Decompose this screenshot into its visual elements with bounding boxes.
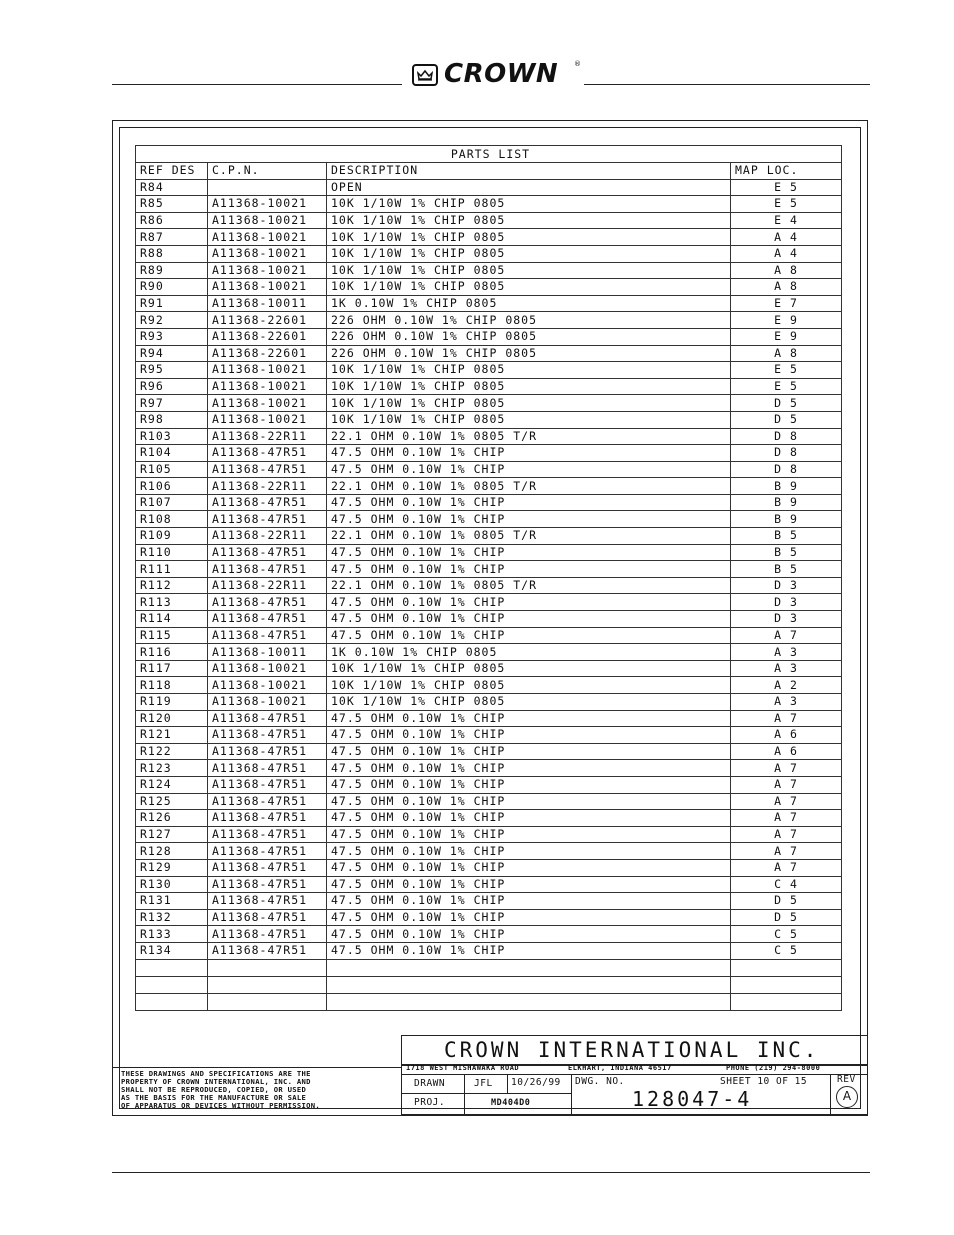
col-map-loc: MAP LOC. xyxy=(731,163,842,180)
cell-description: 47.5 OHM 0.10W 1% CHIP xyxy=(327,942,731,959)
sheet-number: SHEET 10 OF 15 xyxy=(720,1076,808,1087)
rev-label: REV xyxy=(837,1074,856,1085)
cell-ref-des: R93 xyxy=(136,328,208,345)
cell-description: 47.5 OHM 0.10W 1% CHIP xyxy=(327,826,731,843)
blank-cell xyxy=(208,959,327,976)
table-row xyxy=(136,727,842,744)
cell-description: 47.5 OHM 0.10W 1% CHIP xyxy=(327,876,731,893)
cell-description: 47.5 OHM 0.10W 1% CHIP xyxy=(327,511,731,528)
table-row xyxy=(136,810,842,827)
cell-map-loc: A 7 xyxy=(731,826,842,843)
cell-map-loc: D 5 xyxy=(731,411,842,428)
company-city: ELKHART, INDIANA 46517 xyxy=(568,1064,672,1072)
table-row xyxy=(136,245,842,262)
cell-cpn: A11368-47R51 xyxy=(208,926,327,943)
cell-map-loc: E 9 xyxy=(731,328,842,345)
header-rule-left xyxy=(112,84,402,85)
cell-description: 10K 1/10W 1% CHIP 0805 xyxy=(327,694,731,711)
cell-cpn: A11368-22R11 xyxy=(208,577,327,594)
cell-cpn: A11368-47R51 xyxy=(208,843,327,860)
cell-cpn: A11368-10021 xyxy=(208,196,327,213)
cell-map-loc: B 9 xyxy=(731,494,842,511)
cell-map-loc: A 6 xyxy=(731,727,842,744)
blank-cell xyxy=(136,959,208,976)
cell-description: 47.5 OHM 0.10W 1% CHIP xyxy=(327,544,731,561)
cell-description: 10K 1/10W 1% CHIP 0805 xyxy=(327,660,731,677)
cell-description: 22.1 OHM 0.10W 1% 0805 T/R xyxy=(327,577,731,594)
dwg-no-label: DWG. NO. xyxy=(575,1076,625,1087)
header-rule-right xyxy=(584,84,870,85)
blank-cell xyxy=(136,993,208,1010)
table-row xyxy=(136,826,842,843)
cell-map-loc: E 7 xyxy=(731,295,842,312)
cell-description: 10K 1/10W 1% CHIP 0805 xyxy=(327,212,731,229)
cell-map-loc: D 5 xyxy=(731,395,842,412)
cell-ref-des: R113 xyxy=(136,594,208,611)
blank-cell xyxy=(731,976,842,993)
cell-ref-des: R98 xyxy=(136,411,208,428)
cell-cpn: A11368-47R51 xyxy=(208,594,327,611)
table-row xyxy=(136,611,842,628)
cell-description: 226 OHM 0.10W 1% CHIP 0805 xyxy=(327,328,731,345)
table-row xyxy=(136,312,842,329)
table-row xyxy=(136,528,842,545)
blank-cell xyxy=(327,976,731,993)
tb-divider xyxy=(401,1074,868,1075)
cell-ref-des: R125 xyxy=(136,793,208,810)
cell-ref-des: R108 xyxy=(136,511,208,528)
cell-description: 47.5 OHM 0.10W 1% CHIP xyxy=(327,494,731,511)
cell-description: 22.1 OHM 0.10W 1% 0805 T/R xyxy=(327,478,731,495)
cell-cpn: A11368-22R11 xyxy=(208,428,327,445)
blank-cell xyxy=(327,959,731,976)
blank-cell xyxy=(731,959,842,976)
cell-map-loc: E 5 xyxy=(731,196,842,213)
cell-description: 10K 1/10W 1% CHIP 0805 xyxy=(327,378,731,395)
cell-ref-des: R118 xyxy=(136,677,208,694)
cell-ref-des: R112 xyxy=(136,577,208,594)
blank-row xyxy=(136,959,842,976)
cell-map-loc: E 5 xyxy=(731,179,842,196)
cell-description: OPEN xyxy=(327,179,731,196)
cell-cpn: A11368-10021 xyxy=(208,677,327,694)
table-row xyxy=(136,229,842,246)
cell-description: 1K 0.10W 1% CHIP 0805 xyxy=(327,644,731,661)
cell-ref-des: R88 xyxy=(136,245,208,262)
cell-ref-des: R114 xyxy=(136,611,208,628)
col-cpn: C.P.N. xyxy=(208,163,327,180)
cell-ref-des: R87 xyxy=(136,229,208,246)
cell-cpn: A11368-47R51 xyxy=(208,942,327,959)
cell-map-loc: B 5 xyxy=(731,544,842,561)
parts-list-body xyxy=(136,179,842,1010)
table-row xyxy=(136,461,842,478)
company-name: CROWN INTERNATIONAL INC. xyxy=(444,1038,820,1062)
cell-description: 226 OHM 0.10W 1% CHIP 0805 xyxy=(327,312,731,329)
blank-row xyxy=(136,993,842,1010)
company-address: 1718 WEST MISHAWAKA ROAD xyxy=(406,1064,520,1072)
cell-map-loc: A 7 xyxy=(731,627,842,644)
cell-ref-des: R84 xyxy=(136,179,208,196)
cell-cpn: A11368-47R51 xyxy=(208,561,327,578)
cell-cpn: A11368-47R51 xyxy=(208,859,327,876)
table-row xyxy=(136,694,842,711)
cell-cpn: A11368-47R51 xyxy=(208,445,327,462)
table-row xyxy=(136,411,842,428)
cell-ref-des: R134 xyxy=(136,942,208,959)
cell-map-loc: C 5 xyxy=(731,942,842,959)
cell-ref-des: R119 xyxy=(136,694,208,711)
table-row xyxy=(136,445,842,462)
cell-ref-des: R133 xyxy=(136,926,208,943)
project-number: MD404D0 xyxy=(491,1098,531,1108)
cell-description: 47.5 OHM 0.10W 1% CHIP xyxy=(327,810,731,827)
cell-cpn: A11368-47R51 xyxy=(208,461,327,478)
cell-cpn: A11368-22601 xyxy=(208,328,327,345)
cell-ref-des: R132 xyxy=(136,909,208,926)
cell-map-loc: D 5 xyxy=(731,909,842,926)
table-row xyxy=(136,926,842,943)
cell-map-loc: E 5 xyxy=(731,362,842,379)
cell-ref-des: R107 xyxy=(136,494,208,511)
cell-cpn: A11368-47R51 xyxy=(208,893,327,910)
company-phone: PHONE (219) 294-8000 xyxy=(726,1064,821,1072)
table-row xyxy=(136,710,842,727)
cell-description: 47.5 OHM 0.10W 1% CHIP xyxy=(327,926,731,943)
table-row xyxy=(136,893,842,910)
cell-map-loc: A 6 xyxy=(731,743,842,760)
cell-description: 22.1 OHM 0.10W 1% 0805 T/R xyxy=(327,428,731,445)
table-row xyxy=(136,677,842,694)
cell-map-loc: D 8 xyxy=(731,445,842,462)
cell-map-loc: C 4 xyxy=(731,876,842,893)
table-row xyxy=(136,743,842,760)
cell-description: 47.5 OHM 0.10W 1% CHIP xyxy=(327,893,731,910)
cell-cpn: A11368-22601 xyxy=(208,312,327,329)
table-row xyxy=(136,876,842,893)
cell-ref-des: R110 xyxy=(136,544,208,561)
cell-ref-des: R97 xyxy=(136,395,208,412)
blank-cell xyxy=(208,993,327,1010)
cell-ref-des: R131 xyxy=(136,893,208,910)
cell-ref-des: R120 xyxy=(136,710,208,727)
tb-divider xyxy=(464,1074,465,1115)
proprietary-notice: THESE DRAWINGS AND SPECIFICATIONS ARE THE PROPERTY OF CROWN INTERNATIONAL, INC. AND SHALL NOT BE REPRODUCED, COPIED, OR USED AS THE BASIS FOR THE MANUFACTURE OR SALE OF APPARATUS OR DEVICES WITHOUT PERMISSION. xyxy=(121,1069,320,1110)
table-row xyxy=(136,859,842,876)
table-row xyxy=(136,494,842,511)
table-row xyxy=(136,843,842,860)
table-row xyxy=(136,594,842,611)
crown-icon xyxy=(412,64,438,86)
cell-cpn: A11368-10021 xyxy=(208,395,327,412)
cell-ref-des: R115 xyxy=(136,627,208,644)
cell-map-loc: A 2 xyxy=(731,677,842,694)
table-row xyxy=(136,345,842,362)
cell-map-loc: A 4 xyxy=(731,229,842,246)
cell-cpn: A11368-10021 xyxy=(208,694,327,711)
cell-map-loc: A 7 xyxy=(731,843,842,860)
cell-ref-des: R90 xyxy=(136,279,208,296)
table-row xyxy=(136,909,842,926)
cell-description: 22.1 OHM 0.10W 1% 0805 T/R xyxy=(327,528,731,545)
col-ref-des: REF DES xyxy=(136,163,208,180)
cell-cpn: A11368-10021 xyxy=(208,660,327,677)
cell-ref-des: R116 xyxy=(136,644,208,661)
table-row xyxy=(136,262,842,279)
column-headers xyxy=(136,163,842,180)
cell-map-loc: B 9 xyxy=(731,478,842,495)
cell-map-loc: B 5 xyxy=(731,528,842,545)
cell-cpn: A11368-10021 xyxy=(208,411,327,428)
cell-cpn: A11368-10021 xyxy=(208,212,327,229)
table-row xyxy=(136,544,842,561)
cell-cpn: A11368-22R11 xyxy=(208,478,327,495)
cell-cpn: A11368-47R51 xyxy=(208,760,327,777)
cell-map-loc: E 5 xyxy=(731,378,842,395)
cell-cpn: A11368-47R51 xyxy=(208,826,327,843)
table-row xyxy=(136,660,842,677)
cell-description: 47.5 OHM 0.10W 1% CHIP xyxy=(327,727,731,744)
blank-row xyxy=(136,976,842,993)
cell-map-loc: A 3 xyxy=(731,694,842,711)
table-row xyxy=(136,776,842,793)
cell-cpn: A11368-10021 xyxy=(208,279,327,296)
cell-cpn: A11368-47R51 xyxy=(208,710,327,727)
table-row xyxy=(136,279,842,296)
cell-cpn: A11368-47R51 xyxy=(208,909,327,926)
cell-description: 47.5 OHM 0.10W 1% CHIP xyxy=(327,627,731,644)
cell-map-loc: A 7 xyxy=(731,760,842,777)
cell-description: 47.5 OHM 0.10W 1% CHIP xyxy=(327,594,731,611)
cell-description: 47.5 OHM 0.10W 1% CHIP xyxy=(327,909,731,926)
cell-ref-des: R123 xyxy=(136,760,208,777)
parts-list-table xyxy=(135,145,842,1011)
cell-description: 10K 1/10W 1% CHIP 0805 xyxy=(327,196,731,213)
table-row xyxy=(136,644,842,661)
cell-map-loc: D 3 xyxy=(731,611,842,628)
drawn-label: DRAWN xyxy=(414,1078,446,1089)
cell-cpn: A11368-47R51 xyxy=(208,611,327,628)
cell-map-loc: E 4 xyxy=(731,212,842,229)
cell-description: 226 OHM 0.10W 1% CHIP 0805 xyxy=(327,345,731,362)
cell-ref-des: R127 xyxy=(136,826,208,843)
cell-description: 47.5 OHM 0.10W 1% CHIP xyxy=(327,843,731,860)
table-row xyxy=(136,942,842,959)
cell-ref-des: R105 xyxy=(136,461,208,478)
cell-ref-des: R96 xyxy=(136,378,208,395)
table-row xyxy=(136,212,842,229)
table-row xyxy=(136,179,842,196)
cell-cpn: A11368-47R51 xyxy=(208,727,327,744)
cell-description: 10K 1/10W 1% CHIP 0805 xyxy=(327,362,731,379)
cell-ref-des: R95 xyxy=(136,362,208,379)
cell-ref-des: R129 xyxy=(136,859,208,876)
cell-map-loc: E 9 xyxy=(731,312,842,329)
blank-cell xyxy=(731,993,842,1010)
cell-ref-des: R85 xyxy=(136,196,208,213)
table-row xyxy=(136,362,842,379)
cell-ref-des: R86 xyxy=(136,212,208,229)
table-row xyxy=(136,760,842,777)
table-row xyxy=(136,793,842,810)
table-row xyxy=(136,395,842,412)
cell-cpn: A11368-47R51 xyxy=(208,627,327,644)
cell-description: 47.5 OHM 0.10W 1% CHIP xyxy=(327,760,731,777)
cell-description: 47.5 OHM 0.10W 1% CHIP xyxy=(327,859,731,876)
cell-map-loc: A 7 xyxy=(731,793,842,810)
table-row xyxy=(136,561,842,578)
cell-cpn: A11368-47R51 xyxy=(208,876,327,893)
cell-map-loc: A 8 xyxy=(731,345,842,362)
cell-map-loc: B 5 xyxy=(731,561,842,578)
cell-ref-des: R111 xyxy=(136,561,208,578)
cell-ref-des: R92 xyxy=(136,312,208,329)
cell-map-loc: A 3 xyxy=(731,644,842,661)
table-row xyxy=(136,295,842,312)
blank-cell xyxy=(136,976,208,993)
cell-cpn: A11368-10021 xyxy=(208,262,327,279)
cell-description: 47.5 OHM 0.10W 1% CHIP xyxy=(327,561,731,578)
revision-circle: A xyxy=(836,1086,858,1108)
cell-description: 47.5 OHM 0.10W 1% CHIP xyxy=(327,793,731,810)
parts-list-title: PARTS LIST xyxy=(136,146,842,163)
cell-description: 10K 1/10W 1% CHIP 0805 xyxy=(327,395,731,412)
cell-map-loc: A 8 xyxy=(731,262,842,279)
crown-logo xyxy=(412,59,581,90)
cell-map-loc: A 7 xyxy=(731,859,842,876)
cell-map-loc: A 7 xyxy=(731,710,842,727)
proj-label: PROJ. xyxy=(414,1097,446,1108)
cell-cpn: A11368-47R51 xyxy=(208,494,327,511)
cell-description: 47.5 OHM 0.10W 1% CHIP xyxy=(327,743,731,760)
cell-map-loc: B 9 xyxy=(731,511,842,528)
cell-description: 47.5 OHM 0.10W 1% CHIP xyxy=(327,710,731,727)
cell-map-loc: D 3 xyxy=(731,594,842,611)
cell-cpn: A11368-47R51 xyxy=(208,511,327,528)
cell-description: 1K 0.10W 1% CHIP 0805 xyxy=(327,295,731,312)
cell-description: 47.5 OHM 0.10W 1% CHIP xyxy=(327,611,731,628)
cell-ref-des: R126 xyxy=(136,810,208,827)
table-row xyxy=(136,577,842,594)
drawing-number: 128047-4 xyxy=(632,1087,753,1111)
cell-map-loc: A 7 xyxy=(731,810,842,827)
cell-map-loc: D 5 xyxy=(731,893,842,910)
cell-description: 47.5 OHM 0.10W 1% CHIP xyxy=(327,445,731,462)
cell-cpn: A11368-10021 xyxy=(208,245,327,262)
table-row xyxy=(136,511,842,528)
cell-cpn: A11368-22R11 xyxy=(208,528,327,545)
drawn-by: JFL xyxy=(474,1078,493,1089)
cell-ref-des: R130 xyxy=(136,876,208,893)
cell-description: 10K 1/10W 1% CHIP 0805 xyxy=(327,262,731,279)
cell-cpn: A11368-10021 xyxy=(208,378,327,395)
cell-ref-des: R104 xyxy=(136,445,208,462)
blank-cell xyxy=(327,993,731,1010)
cell-cpn: A11368-22601 xyxy=(208,345,327,362)
cell-ref-des: R89 xyxy=(136,262,208,279)
tb-divider xyxy=(830,1074,831,1115)
cell-ref-des: R109 xyxy=(136,528,208,545)
table-row xyxy=(136,328,842,345)
brand-wordmark: CROWN xyxy=(444,59,559,89)
cell-map-loc: D 3 xyxy=(731,577,842,594)
cell-ref-des: R121 xyxy=(136,727,208,744)
cell-map-loc: A 8 xyxy=(731,279,842,296)
tb-divider xyxy=(112,1067,402,1068)
cell-map-loc: A 3 xyxy=(731,660,842,677)
registered-mark: ® xyxy=(574,60,581,68)
cell-ref-des: R128 xyxy=(136,843,208,860)
cell-map-loc: D 8 xyxy=(731,428,842,445)
table-row xyxy=(136,478,842,495)
cell-cpn: A11368-10011 xyxy=(208,644,327,661)
cell-cpn: A11368-10021 xyxy=(208,362,327,379)
cell-ref-des: R117 xyxy=(136,660,208,677)
cell-ref-des: R124 xyxy=(136,776,208,793)
table-row xyxy=(136,196,842,213)
cell-map-loc: A 7 xyxy=(731,776,842,793)
cell-ref-des: R106 xyxy=(136,478,208,495)
cell-ref-des: R103 xyxy=(136,428,208,445)
cell-ref-des: R94 xyxy=(136,345,208,362)
cell-cpn: A11368-47R51 xyxy=(208,810,327,827)
cell-description: 10K 1/10W 1% CHIP 0805 xyxy=(327,245,731,262)
blank-cell xyxy=(208,976,327,993)
table-row xyxy=(136,627,842,644)
footer-rule xyxy=(112,1172,870,1173)
cell-map-loc: C 5 xyxy=(731,926,842,943)
cell-cpn: A11368-47R51 xyxy=(208,743,327,760)
col-description: DESCRIPTION xyxy=(327,163,731,180)
cell-description: 10K 1/10W 1% CHIP 0805 xyxy=(327,677,731,694)
cell-description: 10K 1/10W 1% CHIP 0805 xyxy=(327,229,731,246)
tb-divider xyxy=(507,1074,508,1094)
cell-cpn: A11368-10021 xyxy=(208,229,327,246)
cell-ref-des: R91 xyxy=(136,295,208,312)
cell-description: 47.5 OHM 0.10W 1% CHIP xyxy=(327,461,731,478)
cell-cpn: A11368-47R51 xyxy=(208,793,327,810)
drawn-date: 10/26/99 xyxy=(511,1077,561,1088)
cell-description: 47.5 OHM 0.10W 1% CHIP xyxy=(327,776,731,793)
cell-map-loc: A 4 xyxy=(731,245,842,262)
table-row xyxy=(136,378,842,395)
cell-description: 10K 1/10W 1% CHIP 0805 xyxy=(327,411,731,428)
table-row xyxy=(136,428,842,445)
cell-ref-des: R122 xyxy=(136,743,208,760)
cell-cpn: A11368-10011 xyxy=(208,295,327,312)
cell-description: 10K 1/10W 1% CHIP 0805 xyxy=(327,279,731,296)
tb-divider xyxy=(401,1093,572,1094)
cell-cpn xyxy=(208,179,327,196)
cell-cpn: A11368-47R51 xyxy=(208,544,327,561)
cell-map-loc: D 8 xyxy=(731,461,842,478)
tb-divider xyxy=(571,1074,572,1115)
cell-cpn: A11368-47R51 xyxy=(208,776,327,793)
